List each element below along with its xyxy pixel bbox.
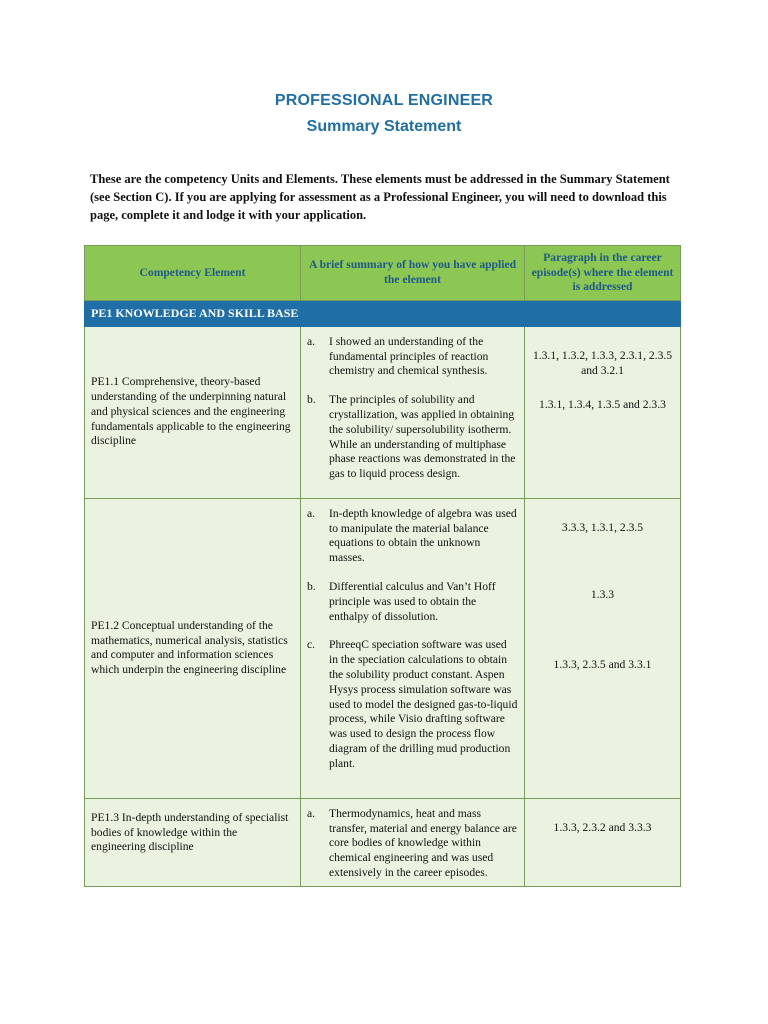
summary-item: [307, 580, 518, 624]
section-row: [85, 301, 681, 327]
competency-element-cell: PE1.1 Comprehensive, theory-based understanding of the underpinning natural and physical sciences and the engineering fundamentals applicable to the engineering discipline: [85, 326, 301, 498]
header-brief-summary: A brief summary of how you have applied the element: [301, 246, 525, 301]
summary-item: [307, 807, 518, 881]
competency-element-cell: PE1.2 Conceptual understanding of the mathematics, numerical analysis, statistics and computer and information sciences which underpin the engineering discipline: [85, 498, 301, 798]
page-title: PROFESSIONAL ENGINEER: [274, 92, 494, 109]
item-text: PhreeqC speciation software was used in the speciation calculations to obtain the solubility product constant. Aspen Hysys process simulation software was used to model the designed gas-to-liquid process, while Visio drafting software was used to design the process flow diagram of the drilling mud production plant.: [329, 638, 518, 770]
summary-item: [307, 393, 518, 482]
reference-text: 1.3.3, 2.3.2 and 3.3.3: [553, 820, 652, 834]
item-letter: b.: [307, 393, 316, 407]
reference-text: 1.3.3: [590, 587, 615, 601]
table-row: [85, 798, 681, 886]
reference-text: 3.3.3, 1.3.1, 2.3.5: [561, 520, 644, 534]
summary-item: [307, 638, 518, 771]
summary-cell: [301, 326, 525, 498]
summary-item: [307, 507, 518, 566]
competency-element-cell: PE1.3 In-depth understanding of specialist bodies of knowledge within the engineering discipline: [85, 798, 301, 886]
summary-cell: [301, 798, 525, 886]
table-row: [85, 326, 681, 498]
table-header-row: [85, 246, 681, 301]
reference-text: 1.3.1, 1.3.4, 1.3.5 and 2.3.3: [539, 398, 666, 412]
item-letter: b.: [307, 579, 316, 593]
item-text: Differential calculus and Van’t Hoff principle was used to obtain the enthalpy of dissolution.: [329, 579, 496, 623]
table-row: [85, 498, 681, 798]
item-letter: a.: [307, 334, 316, 348]
header-paragraph-reference: Paragraph in the career episode(s) where the element is addressed: [525, 246, 681, 301]
reference-cell: [525, 326, 681, 498]
page-subtitle: Summary Statement: [306, 118, 462, 135]
item-letter: a.: [307, 506, 316, 520]
reference-text: 1.3.1, 1.3.2, 1.3.3, 2.3.1, 2.3.5 and 3.2.1: [532, 348, 673, 377]
summary-cell: [301, 498, 525, 798]
item-text: I showed an understanding of the fundamental principles of reaction chemistry and chemical synthesis.: [329, 334, 489, 378]
section-title: PE1 KNOWLEDGE AND SKILL BASE: [85, 301, 681, 327]
item-text: The principles of solubility and crystallization, was applied in obtaining the solubility/ supersolubility isotherm. While an understanding of multiphase phase reactions was demonstrated in the gas to liquid process design.: [329, 393, 516, 481]
intro-paragraph: These are the competency Units and Elements. These elements must be addressed in the Summary Statement (see Section C). If you are applying for assessment as a Professional Engineer, you will need to download this page, complete it and lodge it with your application.: [90, 172, 670, 222]
competency-table: [84, 245, 681, 887]
header-competency-element: Competency Element: [85, 246, 301, 301]
item-letter: a.: [307, 806, 316, 820]
item-text: Thermodynamics, heat and mass transfer, material and energy balance are core bodies of knowledge within chemical engineering and was used extensively in the career episodes.: [329, 806, 517, 879]
item-text: In-depth knowledge of algebra was used to manipulate the material balance equations to obtain the unknown masses.: [329, 506, 517, 565]
reference-cell: [525, 798, 681, 886]
reference-text: 1.3.3, 2.3.5 and 3.3.1: [553, 658, 652, 672]
reference-cell: [525, 498, 681, 798]
summary-item: [307, 335, 518, 379]
item-letter: c.: [307, 638, 316, 652]
